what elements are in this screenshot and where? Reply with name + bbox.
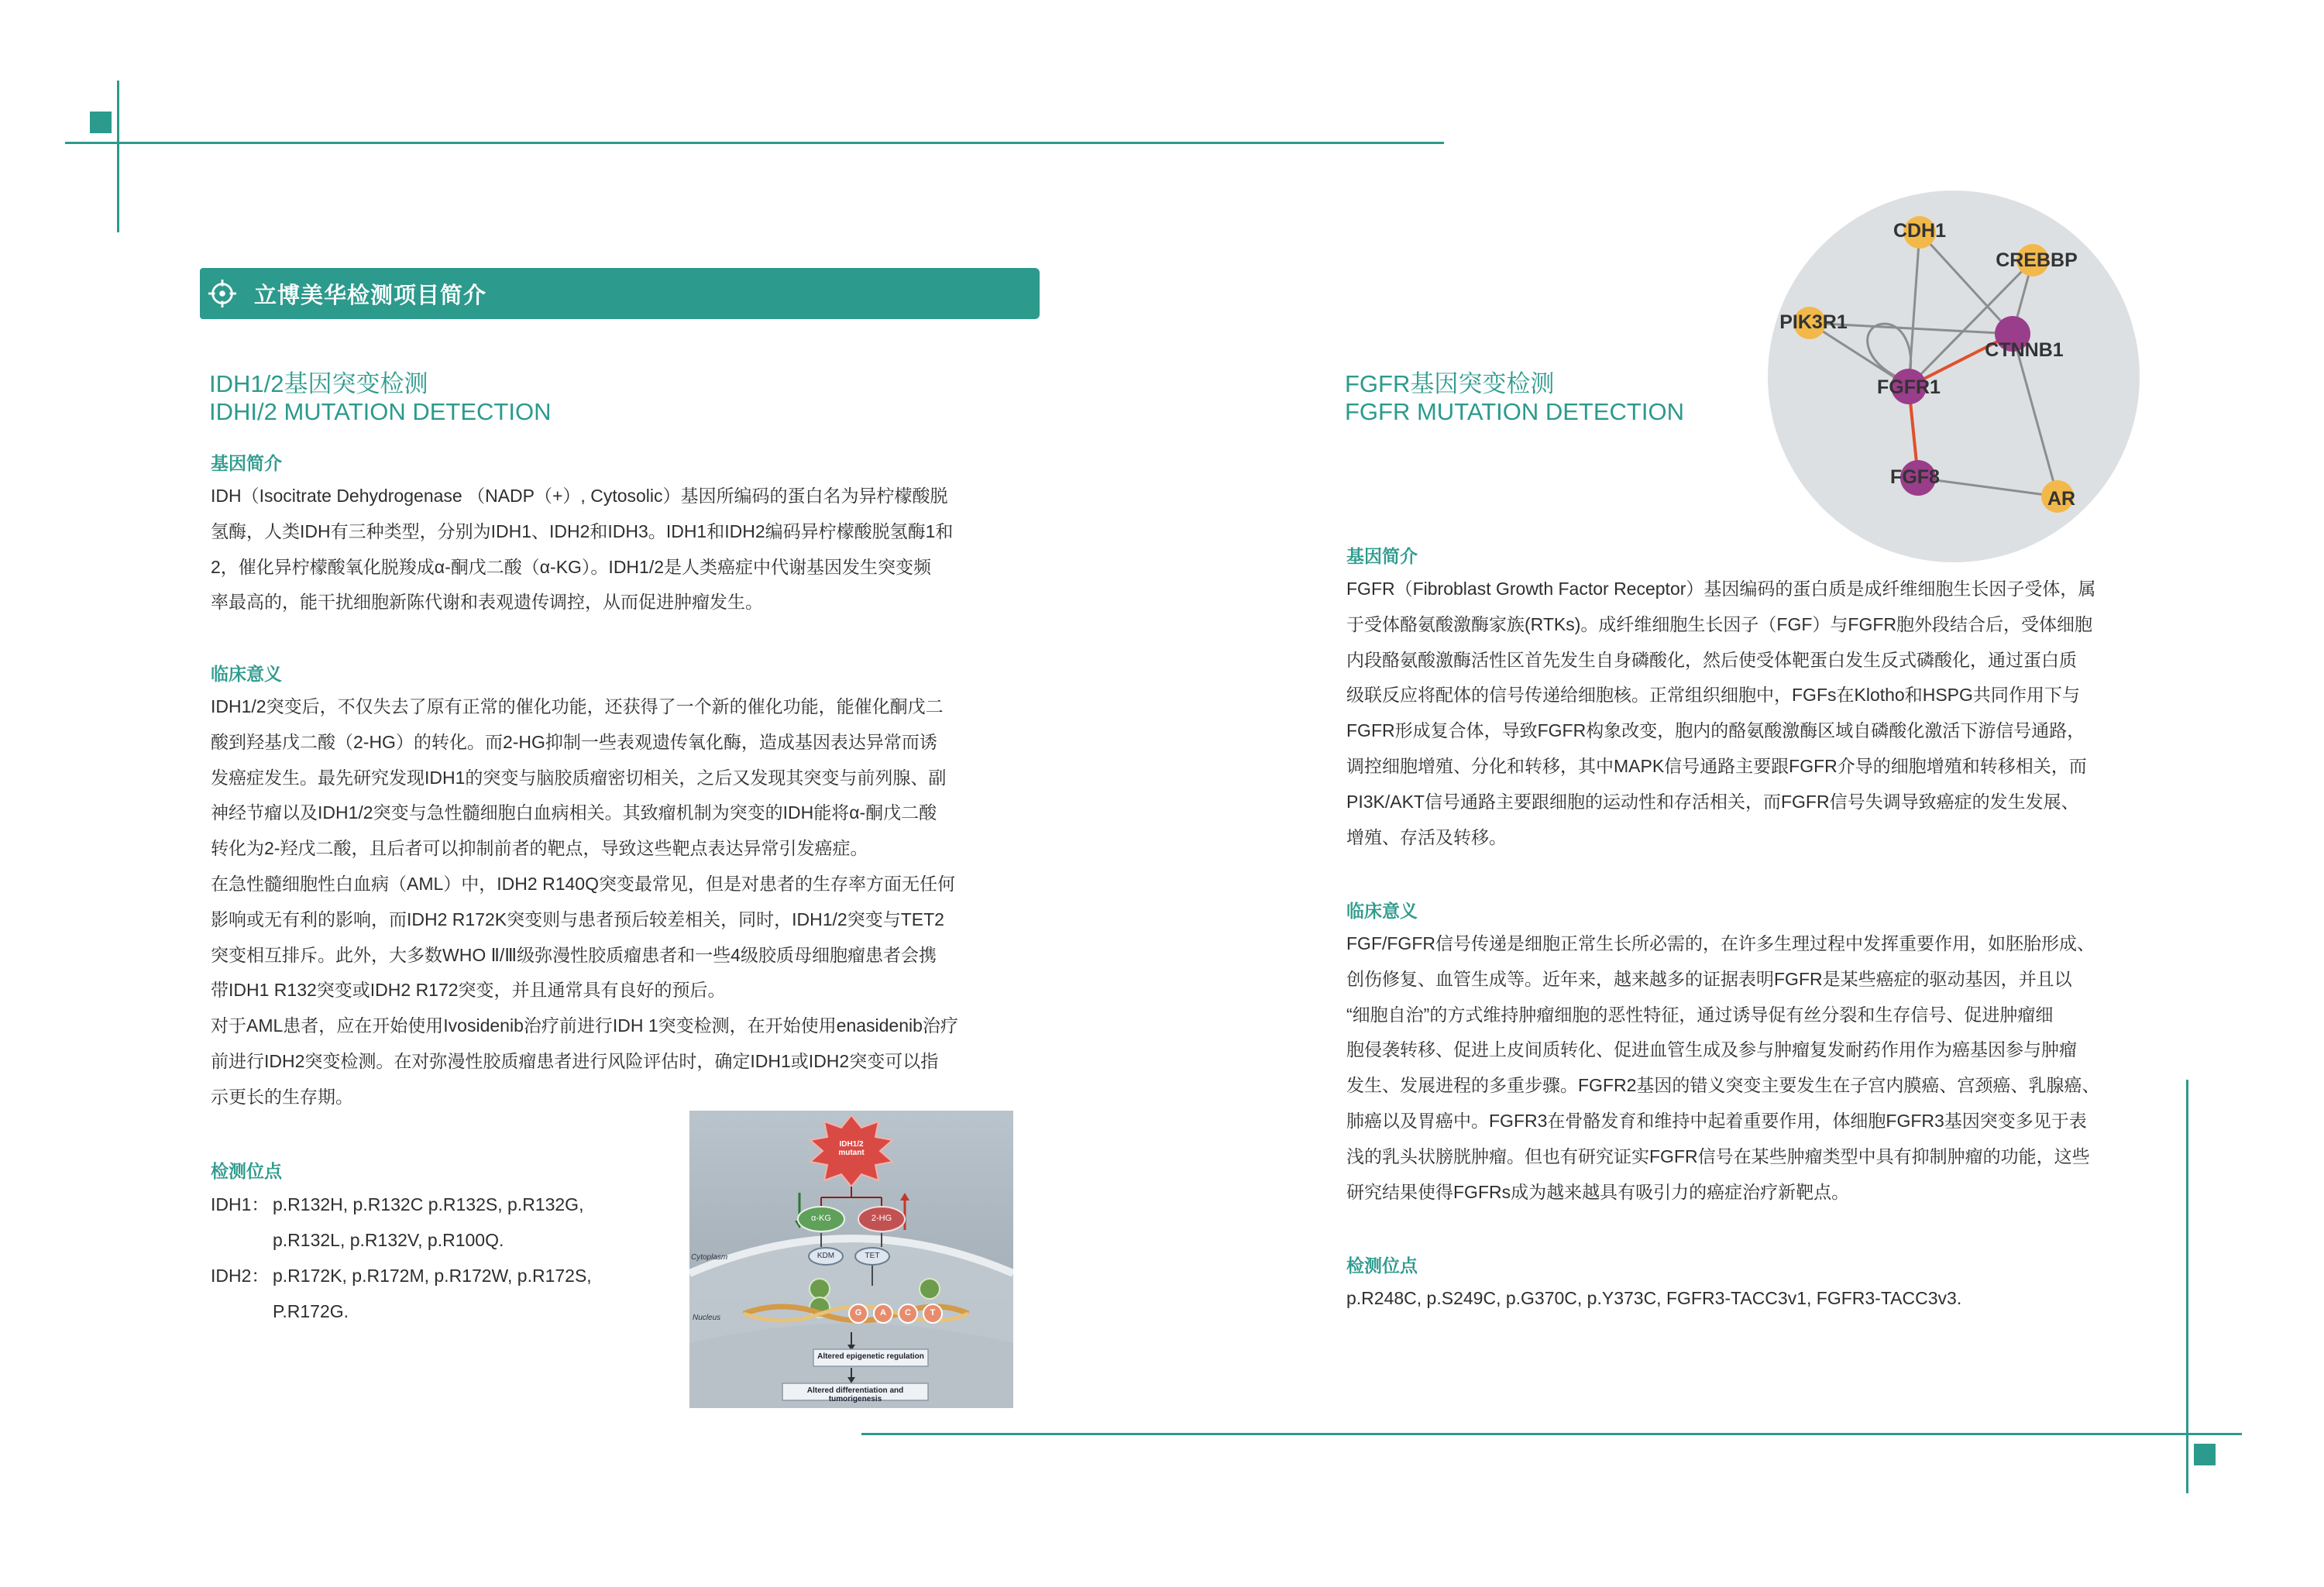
text-line: 研究结果使得FGFRs成为越来越具有吸引力的癌症治疗新靶点。 <box>1346 1181 1850 1202</box>
text-line: 突变相互排斥。此外，大多数WHO Ⅱ/Ⅲ级弥漫性胶质瘤患者和一些4级胶质母细胞瘤患者会携 <box>211 944 937 965</box>
text-line: 调控细胞增殖、分化和转移，其中MAPK信号通路主要跟FGFR介导的细胞增殖和转移相关，而 <box>1346 755 2087 776</box>
node-label-cdh1: CDH1 <box>1893 220 1947 242</box>
idh1-label: IDH1： <box>211 1194 270 1214</box>
text-line: 于受体酪氨酸激酶家族(RTKs)。成纤维细胞生长因子（FGF）与FGFR胞外段结合后，受体细胞 <box>1346 613 2092 634</box>
idh2-sites-line2: P.R172G. <box>273 1301 349 1321</box>
idh-title-cn: IDH1/2基因突变检测 <box>209 370 428 397</box>
section-banner <box>200 268 1040 319</box>
idh-title-en: IDHI/2 MUTATION DETECTION <box>209 398 552 425</box>
text-line: 在急性髓细胞性白血病（AML）中，IDH2 R140Q突变最常见，但是对患者的生存率方面无任何 <box>211 873 955 894</box>
node-label-crebbp: CREBBP <box>1996 249 2078 271</box>
text-line: 率最高的，能干扰细胞新陈代谢和表观遗传调控，从而促进肿瘤发生。 <box>211 592 763 613</box>
idh2-sites-row-cont <box>211 1293 676 1329</box>
text-line: 内段酪氨酸激酶活性区首先发生自身磷酸化，然后使受体靶蛋白发生反式磷酸化，通过蛋白质 <box>1346 649 2077 670</box>
idh1-sites-line2: p.R132L, p.R132V, p.R100Q. <box>273 1230 504 1250</box>
text-line: IDH1/2突变后，不仅失去了原有正常的催化功能，还获得了一个新的催化功能，能催化酮戊二 <box>211 696 944 716</box>
idh1-sites-row <box>211 1187 676 1222</box>
text-line: FGFR（Fibroblast Growth Factor Receptor）基因编码的蛋白质是成纤维细胞生长因子受体，属 <box>1346 579 2096 599</box>
fgfr-clinical-heading: 临床意义 <box>1346 901 1418 921</box>
text-line: 转化为2-羟戊二酸，且后者可以抑制前者的靶点，导致这些靶点表达异常引发癌症。 <box>211 838 868 859</box>
figure-akg-label: α-KG <box>811 1214 831 1223</box>
idh-clinical-heading: 临床意义 <box>211 664 282 684</box>
fgfr-intro-heading: 基因简介 <box>1346 546 1418 566</box>
top-left-vertical-rule <box>117 81 119 232</box>
figure-kdm-label: KDM <box>816 1252 835 1260</box>
figure-box1-label: Altered epigenetic regulation <box>817 1352 924 1361</box>
bottom-rule <box>861 1433 2242 1435</box>
text-line: 神经节瘤以及IDH1/2突变与急性髓细胞白血病相关。其致瘤机制为突变的IDH能将α-酮戊二酸 <box>211 802 937 823</box>
figure-dna-letter: T <box>930 1308 936 1317</box>
text-line: 氢酶，人类IDH有三种类型，分别为IDH1、IDH2和IDH3。IDH1和IDH2编码异柠檬酸脱氢酶1和 <box>211 520 954 541</box>
text-line: 影响或无有利的影响，而IDH2 R172K突变则与患者预后较差相关，同时，IDH1/2突变与TET2 <box>211 909 944 929</box>
idh-intro-heading: 基因简介 <box>211 453 282 473</box>
idh-sites-list <box>211 1187 676 1329</box>
figure-2hg-label: 2-HG <box>871 1214 892 1223</box>
node-label-fgf8: FGF8 <box>1890 466 1940 488</box>
text-line: 示更长的生存期。 <box>211 1086 353 1107</box>
figure-dna-letter: G <box>854 1308 862 1317</box>
fgfr-sites-text: p.R248C, p.S249C, p.G370C, p.Y373C, FGFR3-TACC3v1, FGFR3-TACC3v3. <box>1346 1288 1962 1308</box>
idh2-label: IDH2： <box>211 1266 270 1286</box>
top-rule <box>65 142 1444 144</box>
fgfr-network-diagram <box>1768 191 2140 562</box>
idh-clinical-text <box>211 689 1032 1115</box>
text-line: 浅的乳头状膀胱肿瘤。但也有研究证实FGFR信号在某些肿瘤类型中具有抑制肿瘤的功能，这些 <box>1346 1146 2090 1166</box>
text-line: 创伤修复、血管生成等。近年来，越来越多的证据表明FGFR是某些癌症的驱动基因，并且以 <box>1346 968 2072 989</box>
idh1-sites-row-cont <box>211 1222 676 1258</box>
node-label-ar: AR <box>2047 488 2076 510</box>
text-line: FGFR形成复合体，导致FGFR构象改变，胞内的酪氨酸激酶区域自磷酸化激活下游信号通路， <box>1346 720 2085 741</box>
node-label-fgfr1: FGFR1 <box>1877 376 1941 398</box>
bottom-right-square-marker <box>2194 1444 2216 1465</box>
figure-idh-mutant-label: IDH1/2 mutant <box>838 1140 865 1157</box>
text-line: 酸到羟基戊二酸（2-HG）的转化。而2-HG抑制一些表观遗传氧化酶，造成基因表达异常而诱 <box>211 731 937 752</box>
text-line: 胞侵袭转移、促进上皮间质转化、促进血管生成及参与肿瘤复发耐药作用作为癌基因参与肿瘤 <box>1346 1039 2077 1060</box>
crosshair-icon <box>208 279 237 308</box>
idh-intro-text <box>211 479 1032 620</box>
text-line: “细胞自治”的方式维持肿瘤细胞的恶性特征，通过诱导促有丝分裂和生存信号、促进肿瘤细 <box>1346 1004 2054 1025</box>
text-line: 带IDH1 R132突变或IDH2 R172突变，并且通常具有良好的预后。 <box>211 980 726 1001</box>
fgfr-title-cn: FGFR基因突变检测 <box>1345 370 1555 397</box>
text-line: FGF/FGFR信号传递是细胞正常生长所必需的，在许多生理过程中发挥重要作用，如胚胎形成、 <box>1346 933 2095 953</box>
node-label-pik3r1: PIK3R1 <box>1779 311 1848 333</box>
idh2-sites-line1: p.R172K, p.R172M, p.R172W, p.R172S, <box>273 1266 592 1286</box>
top-left-square-marker <box>90 112 112 133</box>
idh1-sites-line1: p.R132H, p.R132C p.R132S, p.R132G, <box>273 1194 584 1214</box>
figure-dna-letter: C <box>905 1308 911 1317</box>
text-line: 发癌症发生。最先研究发现IDH1的突变与脑胶质瘤密切相关，之后又发现其突变与前列腺、副 <box>211 767 947 788</box>
banner-title: 立博美华检测项目简介 <box>254 283 487 308</box>
fgfr-intro-text <box>1346 572 2199 855</box>
fgfr-sites-heading: 检测位点 <box>1346 1256 1418 1276</box>
text-line: 2，催化异柠檬酸氧化脱羧成α-酮戊二酸（α-KG）。IDH1/2是人类癌症中代谢基因发生突变频 <box>211 556 932 577</box>
text-line: 增殖、存活及转移。 <box>1346 826 1507 847</box>
fgfr-clinical-text <box>1346 926 2199 1210</box>
idh-sites-heading: 检测位点 <box>211 1161 282 1181</box>
text-line: 发生、发展进程的多重步骤。FGFR2基因的错义突变主要发生在子宫内膜癌、宫颈癌、乳腺癌、 <box>1346 1075 2100 1096</box>
text-line: IDH（Isocitrate Dehydrogenase （NADP（+）, Cytosolic）基因所编码的蛋白名为异柠檬酸脱 <box>211 486 948 506</box>
text-line: PI3K/AKT信号通路主要跟细胞的运动性和存活相关，而FGFR信号失调导致癌症的发生发展、 <box>1346 791 2079 812</box>
figure-dna-letter: A <box>880 1308 886 1317</box>
text-line: 肺癌以及胃癌中。FGFR3在骨骼发育和维持中起着重要作用，体细胞FGFR3基因突变多见于表 <box>1346 1110 2087 1131</box>
node-label-ctnnb1: CTNNB1 <box>1985 339 2064 361</box>
figure-nucleus-label: Nucleus <box>693 1314 721 1322</box>
figure-tet-label: TET <box>865 1252 880 1260</box>
text-line: 对于AML患者，应在开始使用Ivosidenib治疗前进行IDH 1突变检测，在开始使用enasidenib治疗 <box>211 1015 958 1036</box>
figure-cytoplasm-label: Cytoplasm <box>691 1253 728 1262</box>
figure-box2-label: Altered differentiation and tumorigenesis <box>806 1386 904 1403</box>
idh2-sites-row <box>211 1258 676 1293</box>
text-line: 前进行IDH2突变检测。在对弥漫性胶质瘤患者进行风险评估时，确定IDH1或IDH2突变可以指 <box>211 1050 939 1071</box>
fgfr-title-en: FGFR MUTATION DETECTION <box>1345 398 1684 425</box>
text-line: 级联反应将配体的信号传递给细胞核。正常组织细胞中，FGFs在Klotho和HSPG共同作用下与 <box>1346 685 2080 706</box>
idh-mechanism-figure <box>689 1111 1013 1408</box>
